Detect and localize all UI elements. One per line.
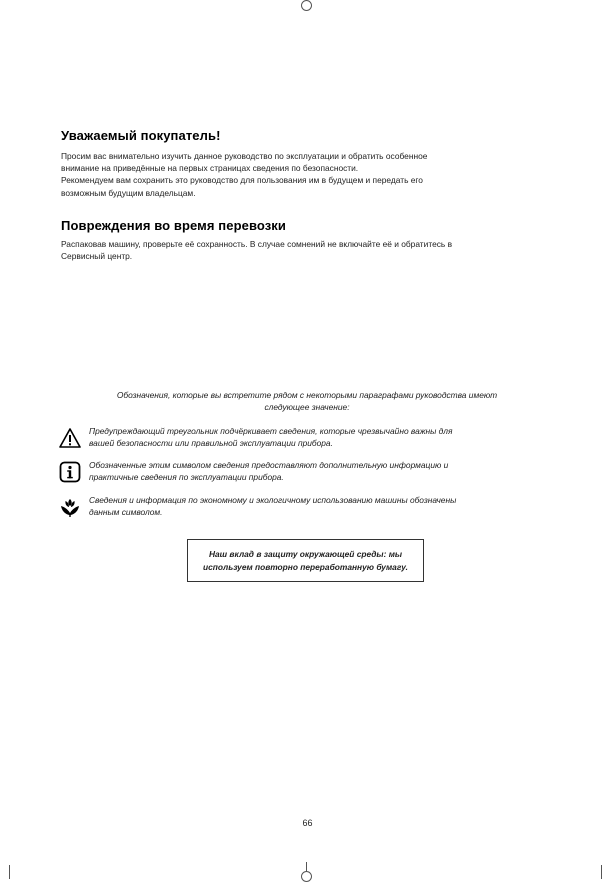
- warning-line: Предупреждающий треугольник подчёркивает сведения, которые чрезвычайно важны для: [89, 426, 453, 436]
- info-description: [89, 459, 539, 483]
- symbol-row-warning: [59, 425, 539, 451]
- symbol-row-eco: [59, 494, 539, 520]
- customer-line: внимание на приведённые на первых страницах сведения по безопасности.: [61, 163, 359, 174]
- symbols-intro-line: Обозначения, которые вы встретите рядом с некоторыми параграфами руководства имеют: [116, 390, 498, 400]
- eco-description: [89, 494, 539, 518]
- symbol-row-info: [59, 459, 539, 485]
- eco-flower-icon: [59, 496, 81, 518]
- info-line: Обозначенные этим символом сведения предоставляют дополнительную информацию и: [89, 460, 449, 470]
- info-line: практичные сведения по эксплуатации прибора.: [89, 472, 284, 483]
- symbols-intro-line: следующее значение:: [264, 402, 350, 413]
- warning-line: вашей безопасности или правильной эксплуатации прибора.: [89, 438, 333, 449]
- warning-triangle-icon: [59, 427, 81, 449]
- eco-notice-line: Наш вклад в защиту окружающей среды: мы: [208, 549, 403, 559]
- eco-notice-text: [188, 548, 423, 574]
- transport-heading: Повреждения во время перевозки: [61, 218, 286, 233]
- customer-heading: Уважаемый покупатель!: [61, 128, 221, 143]
- transport-line: Сервисный центр.: [61, 251, 133, 262]
- eco-line: данным символом.: [89, 507, 163, 518]
- customer-line: Рекомендуем вам сохранить это руководство для пользования им в будущем и передать его: [61, 175, 423, 186]
- warning-description: [89, 425, 539, 449]
- transport-paragraph: [61, 238, 551, 262]
- customer-line: возможным будущим владельцам.: [61, 187, 196, 198]
- page-number: 66: [302, 818, 313, 828]
- eco-notice-line: используем повторно переработанную бумагу.: [203, 562, 408, 572]
- info-icon: [59, 461, 81, 483]
- eco-line: Сведения и информация по экономному и экологичному использованию машины обозначены: [89, 495, 457, 505]
- customer-paragraph: [61, 150, 551, 199]
- transport-line: Распаковав машину, проверьте её сохранность. В случае сомнений не включайте её и обратитесь в: [61, 239, 453, 249]
- eco-notice-box: [187, 539, 424, 582]
- symbols-intro: [61, 389, 553, 413]
- customer-line: Просим вас внимательно изучить данное руководство по эксплуатации и обратить особенное: [61, 151, 428, 161]
